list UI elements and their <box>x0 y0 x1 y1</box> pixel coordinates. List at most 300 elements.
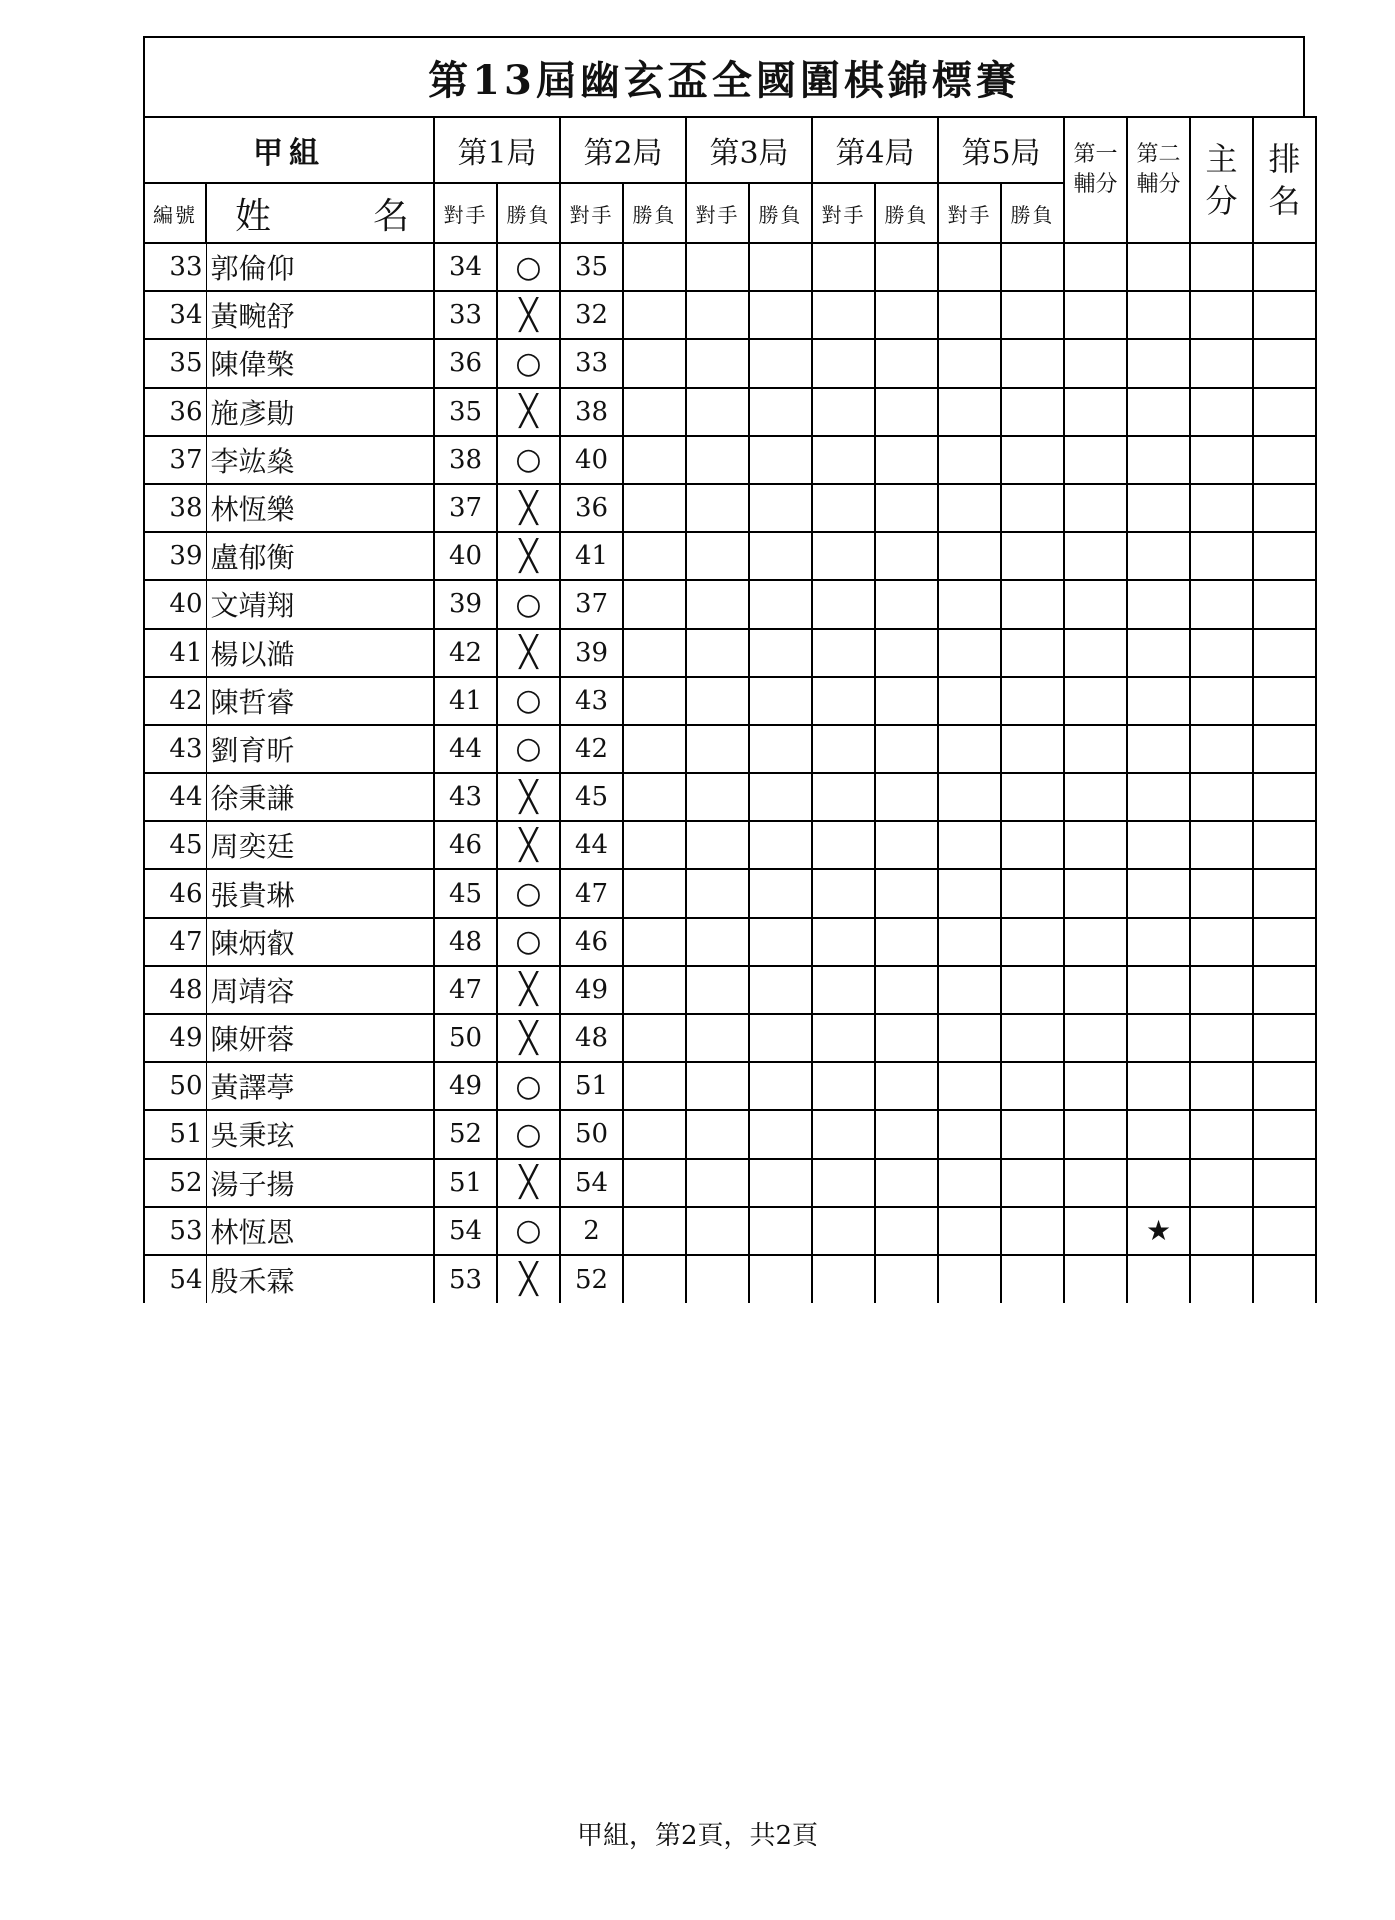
round-2-result <box>623 339 686 387</box>
round-1-result: ○ <box>497 580 560 628</box>
round-4-opponent <box>812 1014 875 1062</box>
round-2-opponent: 50 <box>560 1110 623 1158</box>
round-3-opponent <box>686 1159 749 1207</box>
round-4-result <box>875 629 938 677</box>
round-5-opponent <box>938 677 1001 725</box>
main-score-header: 主 分 <box>1190 117 1253 243</box>
table-row <box>144 291 1316 339</box>
round-1-result: ○ <box>497 1207 560 1255</box>
round-3-opponent <box>686 532 749 580</box>
rank-cell <box>1253 966 1316 1014</box>
round-5-result <box>1001 773 1064 821</box>
round-5-result <box>1001 869 1064 917</box>
tiebreak2-cell <box>1127 629 1190 677</box>
rank-cell <box>1253 869 1316 917</box>
table-row <box>144 773 1316 821</box>
table-row <box>144 821 1316 869</box>
round-5-opponent <box>938 821 1001 869</box>
score-sheet <box>143 36 1317 1303</box>
main-score-cell <box>1190 918 1253 966</box>
main-score-cell <box>1190 966 1253 1014</box>
round-3-result <box>749 436 812 484</box>
table-row <box>144 1110 1316 1158</box>
main-score-cell <box>1190 243 1253 291</box>
rank-cell <box>1253 821 1316 869</box>
round-4-result <box>875 436 938 484</box>
main-score-cell <box>1190 1062 1253 1110</box>
round-5-result <box>1001 677 1064 725</box>
main-score-cell <box>1190 532 1253 580</box>
player-id: 52 <box>144 1159 206 1207</box>
round-2-opponent: 41 <box>560 532 623 580</box>
round-4-opponent <box>812 580 875 628</box>
main-score-cell <box>1190 1207 1253 1255</box>
round-4-opponent <box>812 291 875 339</box>
round-1-result: ○ <box>497 869 560 917</box>
tiebreak2-cell <box>1127 677 1190 725</box>
round-4-opponent <box>812 773 875 821</box>
round-4-result <box>875 918 938 966</box>
table-row <box>144 484 1316 532</box>
round-1-opponent: 45 <box>434 869 497 917</box>
round-5-opponent <box>938 918 1001 966</box>
round-2-opponent: 49 <box>560 966 623 1014</box>
round-5-result <box>1001 918 1064 966</box>
round-2-result <box>623 1159 686 1207</box>
round-1-opponent: 35 <box>434 388 497 436</box>
result-header: 勝負 <box>875 183 938 243</box>
tiebreak2-cell <box>1127 436 1190 484</box>
player-name: 郭倫仰 <box>206 243 434 291</box>
tiebreak2-cell <box>1127 1255 1190 1303</box>
player-name: 徐秉謙 <box>206 773 434 821</box>
round-4-opponent <box>812 821 875 869</box>
round-1-opponent: 54 <box>434 1207 497 1255</box>
round-5-opponent <box>938 532 1001 580</box>
round-3-opponent <box>686 436 749 484</box>
player-id: 48 <box>144 966 206 1014</box>
page-footer: 甲組，第2頁，共2頁 <box>576 1821 819 1851</box>
main-score-cell <box>1190 629 1253 677</box>
round-5-opponent <box>938 436 1001 484</box>
round-3-opponent <box>686 966 749 1014</box>
name-header-a: 姓 <box>235 195 274 237</box>
round-4-result <box>875 821 938 869</box>
round-1-opponent: 41 <box>434 677 497 725</box>
round-4-opponent <box>812 869 875 917</box>
round-2-opponent: 2 <box>560 1207 623 1255</box>
main-score-cell <box>1190 1110 1253 1158</box>
tiebreak1-cell <box>1064 869 1127 917</box>
tiebreak1-cell <box>1064 532 1127 580</box>
result-header: 勝負 <box>1001 183 1064 243</box>
main-score-cell <box>1190 388 1253 436</box>
round-2-opponent: 40 <box>560 436 623 484</box>
round-4-result <box>875 677 938 725</box>
tiebreak1-cell <box>1064 918 1127 966</box>
round-5-opponent <box>938 629 1001 677</box>
player-id: 37 <box>144 436 206 484</box>
main-score-cell <box>1190 773 1253 821</box>
main-score-cell <box>1190 291 1253 339</box>
round-3-result <box>749 388 812 436</box>
main-score-cell <box>1190 484 1253 532</box>
main-score-cell <box>1190 339 1253 387</box>
round-1-opponent: 47 <box>434 966 497 1014</box>
round-4-result <box>875 243 938 291</box>
round-5-opponent <box>938 1014 1001 1062</box>
round-1-opponent: 37 <box>434 484 497 532</box>
tiebreak1-header: 第一 輔分 <box>1064 117 1127 243</box>
main-score-cell <box>1190 677 1253 725</box>
round-2-result <box>623 773 686 821</box>
table-row <box>144 629 1316 677</box>
round-1-result: ○ <box>497 677 560 725</box>
round-5-result <box>1001 532 1064 580</box>
tiebreak1-cell <box>1064 821 1127 869</box>
tiebreak1-cell <box>1064 436 1127 484</box>
round-3-result <box>749 1014 812 1062</box>
tiebreak2-cell <box>1127 484 1190 532</box>
player-name: 陳妍蓉 <box>206 1014 434 1062</box>
round-1-result: ○ <box>497 339 560 387</box>
round-1-opponent: 39 <box>434 580 497 628</box>
round-2-result <box>623 484 686 532</box>
main-score-cell <box>1190 1159 1253 1207</box>
table-row <box>144 580 1316 628</box>
player-name: 施彥勛 <box>206 388 434 436</box>
player-name: 楊以澔 <box>206 629 434 677</box>
rank-header: 排 名 <box>1253 117 1316 243</box>
rank-cell <box>1253 339 1316 387</box>
round-4-opponent <box>812 1110 875 1158</box>
round-5-result <box>1001 821 1064 869</box>
round-3-opponent <box>686 725 749 773</box>
main-score-cell <box>1190 580 1253 628</box>
round-3-result <box>749 821 812 869</box>
round-5-result <box>1001 1159 1064 1207</box>
round-2-opponent: 33 <box>560 339 623 387</box>
round-1-result: ○ <box>497 243 560 291</box>
round-4-result <box>875 1062 938 1110</box>
round-4-result <box>875 1255 938 1303</box>
round-5-result <box>1001 436 1064 484</box>
player-name: 陳哲睿 <box>206 677 434 725</box>
rank-cell <box>1253 243 1316 291</box>
round-2-opponent: 45 <box>560 773 623 821</box>
round-1-opponent: 38 <box>434 436 497 484</box>
round-3-result <box>749 1207 812 1255</box>
opponent-header: 對手 <box>938 183 1001 243</box>
round-5-opponent <box>938 1062 1001 1110</box>
round-4-result <box>875 869 938 917</box>
round-3-result <box>749 484 812 532</box>
round-5-result <box>1001 388 1064 436</box>
round-2-opponent: 38 <box>560 388 623 436</box>
round-5-opponent <box>938 388 1001 436</box>
round-2-opponent: 36 <box>560 484 623 532</box>
table-row <box>144 677 1316 725</box>
tiebreak1-cell <box>1064 677 1127 725</box>
round-3-opponent <box>686 243 749 291</box>
player-id: 42 <box>144 677 206 725</box>
round-1-opponent: 42 <box>434 629 497 677</box>
round-5-opponent <box>938 1110 1001 1158</box>
round-2-result <box>623 436 686 484</box>
round-3-opponent <box>686 484 749 532</box>
table-row <box>144 339 1316 387</box>
tiebreak2-cell <box>1127 966 1190 1014</box>
round-3-opponent <box>686 629 749 677</box>
tiebreak1-cell <box>1064 1159 1127 1207</box>
table-row <box>144 388 1316 436</box>
player-name: 陳炳叡 <box>206 918 434 966</box>
round-1-opponent: 52 <box>434 1110 497 1158</box>
player-id: 35 <box>144 339 206 387</box>
player-id: 50 <box>144 1062 206 1110</box>
round-5-opponent <box>938 580 1001 628</box>
table-row <box>144 1014 1316 1062</box>
player-name: 盧郁衡 <box>206 532 434 580</box>
round-2-result <box>623 918 686 966</box>
round-5-opponent <box>938 869 1001 917</box>
round-2-result <box>623 821 686 869</box>
round-3-opponent <box>686 918 749 966</box>
round-2-opponent: 48 <box>560 1014 623 1062</box>
player-id: 44 <box>144 773 206 821</box>
round-4-opponent <box>812 1255 875 1303</box>
table-row <box>144 243 1316 291</box>
round-2-result <box>623 1014 686 1062</box>
tiebreak1-cell <box>1064 243 1127 291</box>
player-name: 黃譯葶 <box>206 1062 434 1110</box>
player-name: 周靖容 <box>206 966 434 1014</box>
round-3-opponent <box>686 339 749 387</box>
round-4-opponent <box>812 677 875 725</box>
main-score-cell <box>1190 1014 1253 1062</box>
player-id: 39 <box>144 532 206 580</box>
player-id: 54 <box>144 1255 206 1303</box>
round-4-opponent <box>812 1062 875 1110</box>
rank-cell <box>1253 629 1316 677</box>
round-3-result <box>749 629 812 677</box>
round-3-result <box>749 1110 812 1158</box>
round-1-result: ╳ <box>497 821 560 869</box>
round-5-opponent <box>938 966 1001 1014</box>
round-3-result <box>749 1255 812 1303</box>
round-4-result <box>875 580 938 628</box>
name-header <box>206 183 434 243</box>
main-score-cell <box>1190 1255 1253 1303</box>
rank-cell <box>1253 1207 1316 1255</box>
table-row <box>144 1207 1316 1255</box>
round-4-opponent <box>812 532 875 580</box>
player-id: 43 <box>144 725 206 773</box>
player-id: 40 <box>144 580 206 628</box>
round-2-opponent: 51 <box>560 1062 623 1110</box>
tiebreak1-cell <box>1064 773 1127 821</box>
round-1-result: ╳ <box>497 291 560 339</box>
round-4-result <box>875 532 938 580</box>
player-name: 湯子揚 <box>206 1159 434 1207</box>
round-3-result <box>749 580 812 628</box>
tiebreak1-cell <box>1064 291 1127 339</box>
round-5-result <box>1001 580 1064 628</box>
tiebreak2-cell <box>1127 388 1190 436</box>
round-2-opponent: 35 <box>560 243 623 291</box>
name-header-b: 名 <box>373 195 412 237</box>
round-2-opponent: 47 <box>560 869 623 917</box>
round-1-result: ╳ <box>497 966 560 1014</box>
round-3-result <box>749 1159 812 1207</box>
round-1-opponent: 46 <box>434 821 497 869</box>
round-2-opponent: 37 <box>560 580 623 628</box>
round-4-result <box>875 339 938 387</box>
round-2-result <box>623 1207 686 1255</box>
player-name: 李竑燊 <box>206 436 434 484</box>
round-3-result <box>749 773 812 821</box>
round-2-result <box>623 1255 686 1303</box>
player-id: 53 <box>144 1207 206 1255</box>
round-2-opponent: 39 <box>560 629 623 677</box>
round-4-result <box>875 388 938 436</box>
tiebreak1-cell <box>1064 1255 1127 1303</box>
tiebreak2-cell <box>1127 291 1190 339</box>
result-header: 勝負 <box>497 183 560 243</box>
round-1-opponent: 44 <box>434 725 497 773</box>
score-table <box>143 116 1317 1303</box>
round-2-opponent: 42 <box>560 725 623 773</box>
player-id: 51 <box>144 1110 206 1158</box>
round-2-opponent: 32 <box>560 291 623 339</box>
tiebreak2-cell <box>1127 1159 1190 1207</box>
round-1-opponent: 50 <box>434 1014 497 1062</box>
player-id: 41 <box>144 629 206 677</box>
round-3-opponent <box>686 1014 749 1062</box>
round-5-opponent <box>938 1255 1001 1303</box>
round-3-header: 第3局 <box>686 117 812 183</box>
main-score-cell <box>1190 869 1253 917</box>
round-2-result <box>623 725 686 773</box>
tiebreak1-cell <box>1064 1014 1127 1062</box>
rank-cell <box>1253 1014 1316 1062</box>
tiebreak2-cell <box>1127 821 1190 869</box>
rank-cell <box>1253 725 1316 773</box>
round-2-result <box>623 532 686 580</box>
id-header: 編號 <box>144 183 206 243</box>
round-1-opponent: 36 <box>434 339 497 387</box>
round-1-result: ╳ <box>497 629 560 677</box>
round-3-result <box>749 243 812 291</box>
round-3-result <box>749 677 812 725</box>
round-4-opponent <box>812 725 875 773</box>
main-score-cell <box>1190 725 1253 773</box>
round-3-result <box>749 1062 812 1110</box>
round-4-opponent <box>812 1159 875 1207</box>
round-1-result: ╳ <box>497 388 560 436</box>
round-4-result <box>875 1110 938 1158</box>
tiebreak1-cell <box>1064 1207 1127 1255</box>
round-1-result: ○ <box>497 1062 560 1110</box>
tiebreak2-cell <box>1127 1062 1190 1110</box>
round-3-opponent <box>686 1207 749 1255</box>
opponent-header: 對手 <box>686 183 749 243</box>
round-1-result: ╳ <box>497 1159 560 1207</box>
round-4-opponent <box>812 918 875 966</box>
player-name: 張貴琳 <box>206 869 434 917</box>
round-3-opponent <box>686 821 749 869</box>
round-5-result <box>1001 1255 1064 1303</box>
opponent-header: 對手 <box>560 183 623 243</box>
tiebreak1-cell <box>1064 484 1127 532</box>
round-5-opponent <box>938 725 1001 773</box>
round-5-result <box>1001 291 1064 339</box>
tiebreak1-cell <box>1064 629 1127 677</box>
round-2-result <box>623 629 686 677</box>
round-4-opponent <box>812 436 875 484</box>
tiebreak2-cell <box>1127 339 1190 387</box>
table-row <box>144 1159 1316 1207</box>
round-5-header: 第5局 <box>938 117 1064 183</box>
main-score-cell <box>1190 821 1253 869</box>
rank-cell <box>1253 677 1316 725</box>
round-4-result <box>875 725 938 773</box>
player-name: 林恆樂 <box>206 484 434 532</box>
opponent-header: 對手 <box>434 183 497 243</box>
tiebreak2-cell <box>1127 243 1190 291</box>
table-row <box>144 1255 1316 1303</box>
player-name: 吳秉玹 <box>206 1110 434 1158</box>
player-id: 34 <box>144 291 206 339</box>
player-id: 47 <box>144 918 206 966</box>
round-2-result <box>623 1062 686 1110</box>
round-5-opponent <box>938 484 1001 532</box>
round-4-header: 第4局 <box>812 117 938 183</box>
player-name: 殷禾霖 <box>206 1255 434 1303</box>
round-2-opponent: 54 <box>560 1159 623 1207</box>
round-4-opponent <box>812 629 875 677</box>
round-5-opponent <box>938 1207 1001 1255</box>
round-1-result: ○ <box>497 918 560 966</box>
round-2-result <box>623 291 686 339</box>
rank-cell <box>1253 532 1316 580</box>
player-id: 33 <box>144 243 206 291</box>
round-3-opponent <box>686 388 749 436</box>
rank-cell <box>1253 388 1316 436</box>
round-4-opponent <box>812 388 875 436</box>
round-1-header: 第1局 <box>434 117 560 183</box>
round-5-result <box>1001 1207 1064 1255</box>
round-5-result <box>1001 484 1064 532</box>
result-header: 勝負 <box>623 183 686 243</box>
player-name: 林恆恩 <box>206 1207 434 1255</box>
rank-cell <box>1253 291 1316 339</box>
round-4-result <box>875 1207 938 1255</box>
tiebreak2-cell <box>1127 580 1190 628</box>
round-4-opponent <box>812 966 875 1014</box>
round-3-opponent <box>686 869 749 917</box>
result-header: 勝負 <box>749 183 812 243</box>
round-2-opponent: 44 <box>560 821 623 869</box>
rank-cell <box>1253 773 1316 821</box>
tiebreak2-cell <box>1127 773 1190 821</box>
rank-cell <box>1253 436 1316 484</box>
round-3-opponent <box>686 773 749 821</box>
tiebreak1-cell <box>1064 388 1127 436</box>
player-id: 38 <box>144 484 206 532</box>
round-5-opponent <box>938 243 1001 291</box>
round-3-opponent <box>686 1255 749 1303</box>
